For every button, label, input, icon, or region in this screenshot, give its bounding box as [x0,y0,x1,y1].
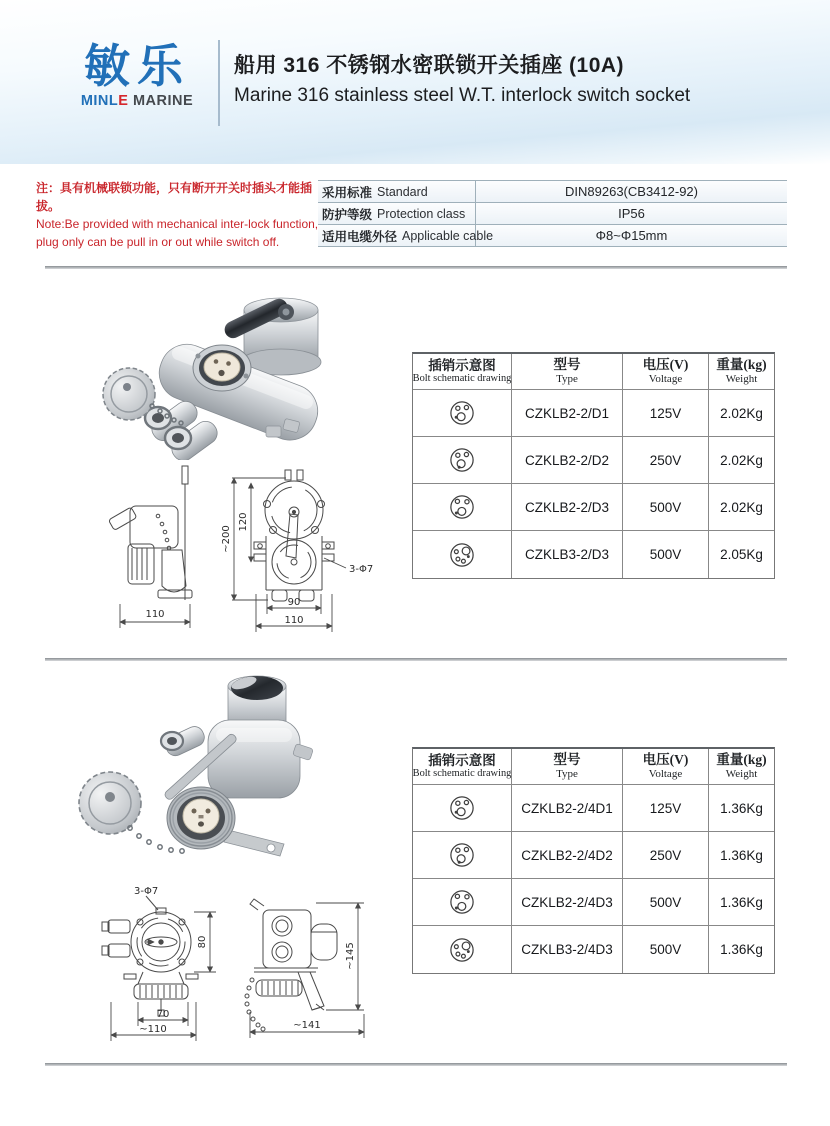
spec-label-cn: 适用电缆外径 [322,229,398,244]
front-view [102,896,198,1016]
voltage: 500V [649,547,682,562]
brand-logo-cn: 敏乐 [84,39,190,93]
pin-schematic-icon [447,540,477,570]
spec-value: DIN89263(CB3412-92) [565,184,698,199]
voltage: 250V [649,847,682,863]
table-row [413,390,774,437]
spec-label-en: Applicable cable [402,228,494,243]
svg-text:~141: ~141 [293,1020,321,1031]
weight: 2.05Kg [720,547,763,562]
svg-text:~145: ~145 [345,942,356,970]
spec-row-protection [318,203,787,225]
model-table-1 [412,352,775,579]
model-type: CZKLB2-2/4D3 [521,894,613,910]
spec-table [318,180,787,247]
spec-value: IP56 [618,206,645,221]
model-type: CZKLB2-2/D2 [524,452,610,468]
page-header [0,0,830,164]
table-row [413,832,774,879]
pin-schematic-icon [447,492,477,522]
model-type: CZKLB2-2/D3 [524,499,610,515]
svg-text:70: 70 [156,1009,170,1020]
dimension-drawing-1 [58,458,408,658]
svg-text:120: 120 [238,512,249,532]
spec-label-cn: 采用标准 [322,185,373,200]
voltage: 125V [649,800,682,816]
side-view [108,466,192,600]
table-row [413,437,774,484]
threaded-collar-face [167,787,235,849]
note-line-en1: Note:Be provided with mechanical inter-lock function, [36,217,319,231]
table-row [413,531,774,578]
pin-schematic-icon [447,445,477,475]
pin-schematic-icon [447,840,477,870]
spec-row-cable [318,225,787,247]
svg-text:90: 90 [287,597,301,608]
product-photo-czklb2-2 [70,280,385,460]
pin-schematic-icon [447,793,477,823]
table-header-row: 插销示意图 Bolt schematic drawing 型号 Type 电压(V) Voltage 重量(kg) Weight [413,749,774,785]
interlock-note [36,179,331,251]
svg-text:110: 110 [284,615,304,626]
note-line-en2: plug only can be pull in or out while switch off. [36,235,280,249]
voltage: 500V [649,894,682,910]
brand-logo [57,39,217,110]
model-type: CZKLB3-2/D3 [524,547,610,562]
dim-front [232,478,346,632]
model-type: CZKLB3-2/4D3 [521,942,613,957]
socket-face [193,345,251,391]
table-row [413,879,774,926]
voltage: 125V [649,405,682,421]
weight: 2.02Kg [720,405,763,421]
weight: 2.02Kg [720,499,763,515]
weight: 1.36Kg [720,894,763,910]
svg-text:110: 110 [145,609,165,620]
pin-schematic-icon [447,398,477,428]
dimension-drawing-2 [58,880,408,1052]
section-divider [45,658,787,661]
side-view [245,899,337,1031]
weight: 1.36Kg [720,942,763,957]
product-photo-czklb2-2-4d [58,668,403,878]
svg-text:80: 80 [197,935,208,949]
voltage: 500V [649,942,682,957]
spec-row-standard [318,181,787,203]
dim-front [111,912,216,1041]
bracket-foot [224,830,284,856]
table-row [413,926,774,973]
weight: 1.36Kg [720,847,763,863]
front-view [254,470,334,601]
weight: 1.36Kg [720,800,763,816]
page-title-cn: 船用 316 不锈钢水密联锁开关插座 (10A) [234,54,625,77]
note-line-cn: 注：具有机械联锁功能，只有断开开关时插头才能插拔。 [36,181,313,213]
page-title-en: Marine 316 stainless steel W.T. interlock switch socket [234,85,691,106]
weight: 2.02Kg [720,452,763,468]
table-header-row: 插销示意图 Bolt schematic drawing 型号 Type 电压(V) Voltage 重量(kg) Weight [413,354,774,390]
model-type: CZKLB2-2/4D2 [521,847,613,863]
model-table-2 [412,747,775,974]
table-row [413,785,774,832]
spec-label-en: Protection class [377,206,466,221]
svg-text:3-Φ7: 3-Φ7 [134,886,159,897]
brand-logo-en: MINLE MARINE [80,93,194,110]
spec-value: Φ8~Φ15mm [595,228,668,243]
header-divider [218,40,220,126]
table-row [413,484,774,531]
svg-text:~110: ~110 [139,1024,167,1035]
socket-body [208,720,313,798]
section-divider [45,266,787,269]
svg-text:3-Φ7: 3-Φ7 [349,564,374,575]
voltage: 250V [649,452,682,468]
svg-text:~200: ~200 [221,525,232,553]
pin-schematic-icon [447,935,477,965]
model-type: CZKLB2-2/4D1 [521,800,613,816]
section-divider [45,1063,787,1066]
spec-label-cn: 防护等级 [322,207,373,222]
model-type: CZKLB2-2/D1 [524,405,610,421]
spec-label-en: Standard [377,184,428,199]
pin-schematic-icon [447,887,477,917]
voltage: 500V [649,499,682,515]
